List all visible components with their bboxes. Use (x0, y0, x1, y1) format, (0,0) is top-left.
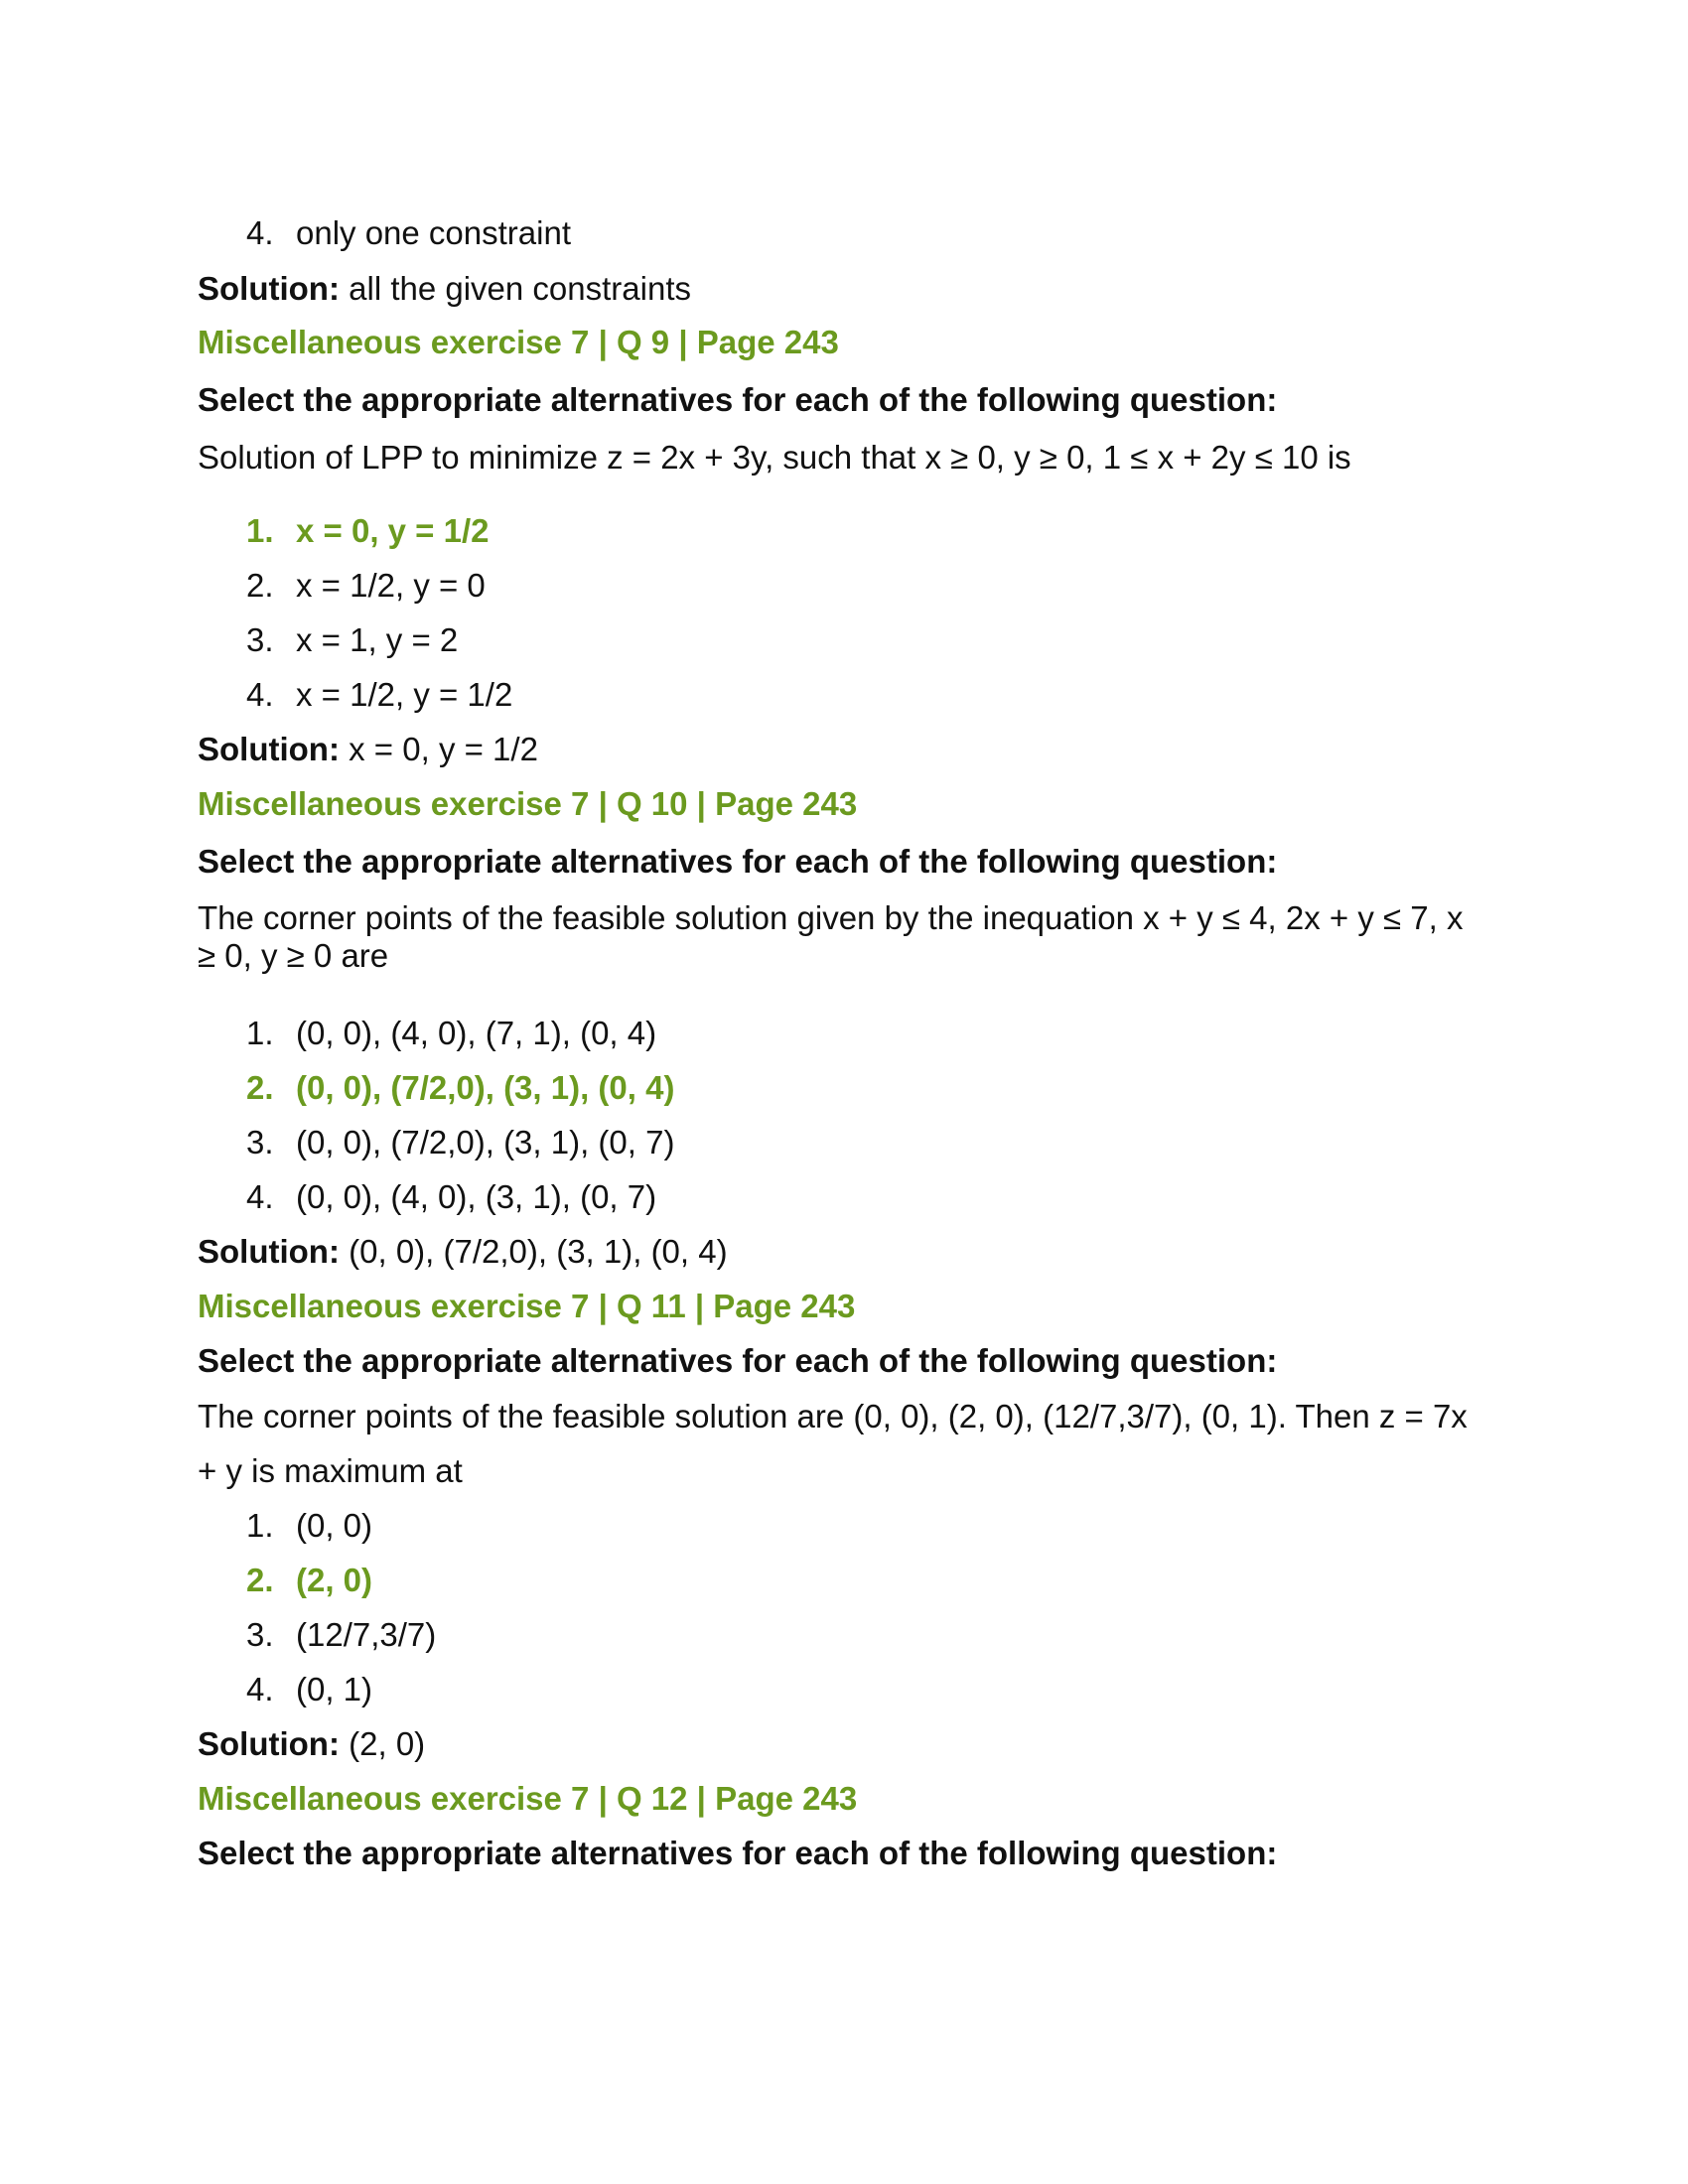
option-number: 3. (246, 621, 274, 658)
option-text: (0, 1) (296, 1671, 373, 1707)
q11-option-2 (246, 1562, 372, 1599)
q10-option-3 (246, 1124, 674, 1161)
q11-option-1 (246, 1507, 372, 1545)
q11-question-line-1: The corner points of the feasible solution are (0, 0), (2, 0), (12/7,3/7), (0, 1). Then z = 7x (198, 1398, 1468, 1434)
solution-label: Solution: (198, 270, 340, 307)
solution-text: x = 0, y = 1/2 (349, 731, 538, 767)
option-number: 1. (246, 512, 274, 549)
q9-option-1 (246, 512, 490, 550)
option-number: 4. (246, 676, 274, 713)
q9-option-2 (246, 567, 486, 605)
option-text: (2, 0) (296, 1562, 373, 1598)
solution-label: Solution: (198, 1233, 340, 1270)
option-text: only one constraint (296, 214, 572, 251)
option-number: 3. (246, 1124, 274, 1160)
q9-option-3 (246, 621, 458, 659)
option-number: 2. (246, 567, 274, 604)
option-text: x = 0, y = 1/2 (296, 512, 490, 549)
option-text: x = 1, y = 2 (296, 621, 459, 658)
solution-line (198, 270, 691, 308)
q11-option-4 (246, 1671, 372, 1708)
option-number: 2. (246, 1069, 274, 1106)
q10-solution (198, 1233, 728, 1271)
q10-question: The corner points of the feasible solution given by the inequation x + y ≤ 4, 2x + y ≤ 7, x ≥ 0, y ≥ 0 are (198, 899, 1464, 974)
option-text: (12/7,3/7) (296, 1616, 437, 1653)
option-number: 3. (246, 1616, 274, 1653)
option-number: 1. (246, 1507, 274, 1544)
option-text: (0, 0), (4, 0), (7, 1), (0, 4) (296, 1015, 657, 1051)
q11-instruction: Select the appropriate alternatives for each of the following question: (198, 1342, 1278, 1379)
q9-instruction: Select the appropriate alternatives for each of the following question: (198, 381, 1278, 418)
option-item (246, 214, 571, 252)
q11-question-line-2: + y is maximum at (198, 1452, 463, 1489)
option-text: x = 1/2, y = 0 (296, 567, 486, 604)
option-number: 4. (246, 1671, 274, 1707)
option-text: (0, 0), (7/2,0), (3, 1), (0, 7) (296, 1124, 675, 1160)
solution-label: Solution: (198, 1725, 340, 1762)
option-text: (0, 0) (296, 1507, 373, 1544)
q10-option-2 (246, 1069, 674, 1107)
q9-heading[interactable]: Miscellaneous exercise 7 | Q 9 | Page 243 (198, 324, 839, 360)
solution-label: Solution: (198, 731, 340, 767)
q9-question: Solution of LPP to minimize z = 2x + 3y, such that x ≥ 0, y ≥ 0, 1 ≤ x + 2y ≤ 10 is (198, 439, 1351, 476)
option-number: 1. (246, 1015, 274, 1051)
q11-heading[interactable]: Miscellaneous exercise 7 | Q 11 | Page 243 (198, 1288, 856, 1324)
q12-instruction: Select the appropriate alternatives for each of the following question: (198, 1835, 1278, 1871)
q9-solution (198, 731, 538, 768)
q10-option-1 (246, 1015, 656, 1052)
option-number: 4. (246, 1178, 274, 1215)
solution-text: (0, 0), (7/2,0), (3, 1), (0, 4) (349, 1233, 728, 1270)
q9-option-4 (246, 676, 512, 714)
option-number: 2. (246, 1562, 274, 1598)
option-text: (0, 0), (4, 0), (3, 1), (0, 7) (296, 1178, 657, 1215)
q10-instruction: Select the appropriate alternatives for each of the following question: (198, 843, 1278, 880)
q12-heading[interactable]: Miscellaneous exercise 7 | Q 12 | Page 243 (198, 1780, 858, 1817)
q11-option-3 (246, 1616, 436, 1654)
q10-heading[interactable]: Miscellaneous exercise 7 | Q 10 | Page 243 (198, 785, 858, 822)
q10-option-4 (246, 1178, 656, 1216)
solution-text: (2, 0) (349, 1725, 426, 1762)
option-text: x = 1/2, y = 1/2 (296, 676, 513, 713)
solution-text: all the given constraints (349, 270, 691, 307)
option-number: 4. (246, 214, 274, 251)
q11-solution (198, 1725, 425, 1763)
option-text: (0, 0), (7/2,0), (3, 1), (0, 4) (296, 1069, 675, 1106)
